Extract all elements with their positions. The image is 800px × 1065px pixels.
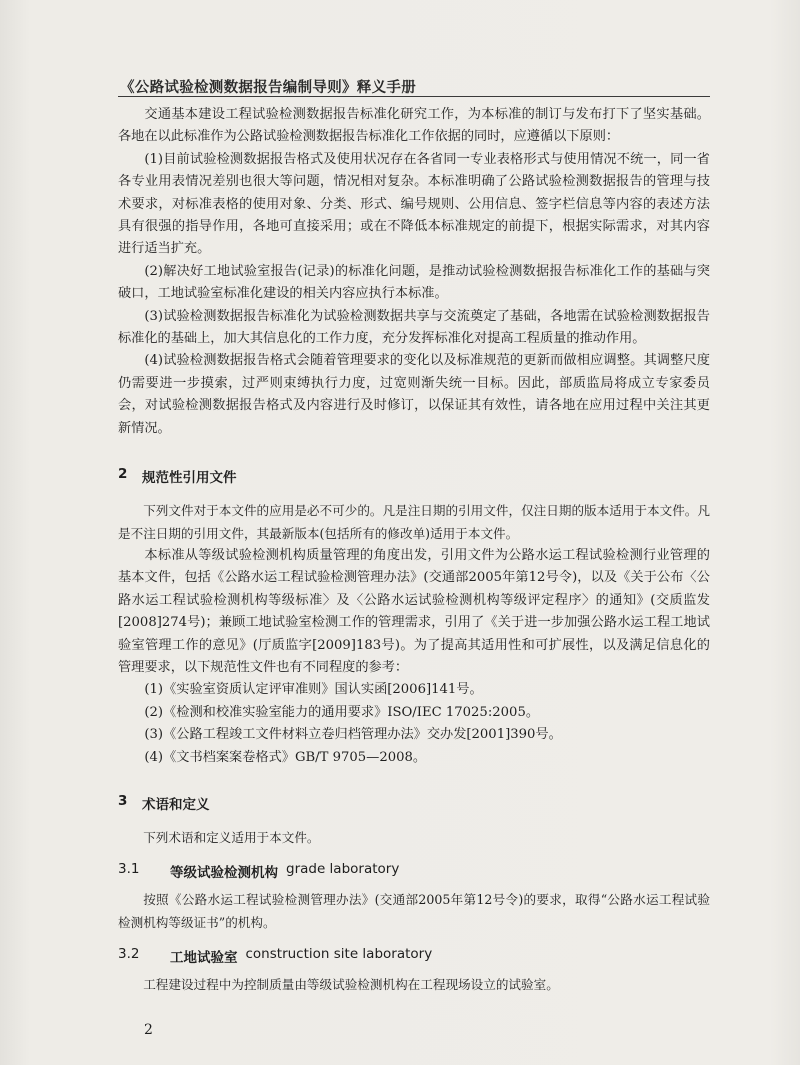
term-3-2-heading — [118, 946, 710, 966]
term-3-2-number: 3.2 — [118, 946, 140, 963]
section-2-explanation: 本标准从等级试验检测机构质量管理的角度出发，引用文件为公路水运工程试验检测行业管理的基本文件，包括《公路水运工程试验检测管理办法》(交通部2005年第12号令)，以及《关于公布〈公路水运工程试验检测机构等级标准〉及〈公路水运试验检测机构等级评定程序〉的通知》(交质监发[2008]274号)；兼顾工地试验室检测工作的管理需求，引用了《关于进一步加强公路水运工程工地试验室管理工作的意见》(厅质监字[2009]183号)。为了提高其适用性和可扩展性，以及满足信息化的管理要求，以下规范性文件也有不同程度的参考： — [118, 547, 710, 675]
page-number: 2 — [144, 1022, 153, 1038]
term-3-1-en: grade laboratory — [286, 861, 400, 878]
term-3-1-block — [118, 889, 710, 934]
intro-paragraph: 交通基本建设工程试验检测数据报告标准化研究工作，为本标准的制订与发布打下了坚实基础。各地在以此标准作为公路试验检测数据报告标准化工作依据的同时，应遵循以下原则： — [118, 107, 710, 145]
section-2-title: 规范性引用文件 — [142, 470, 237, 487]
reference-item-1: (1)《实验室资质认定评审准则》国认实函[2006]141号。 — [144, 682, 483, 698]
section-3-intro-block — [118, 827, 710, 849]
reference-item-2: (2)《检测和校准实验室能力的通用要求》ISO/IEC 17025:2005。 — [144, 704, 540, 720]
principle-item-2: (2)解决好工地试验室报告(记录)的标准化问题，是推动试验检测数据报告标准化工作的基础与突破口，工地试验室标准化建设的相关内容应执行本标准。 — [118, 263, 710, 302]
section-2-standard-text — [118, 500, 710, 545]
term-3-1-number: 3.1 — [118, 861, 140, 878]
section-2-heading — [118, 466, 710, 486]
section-3-heading — [118, 793, 710, 813]
term-3-2-block — [118, 974, 710, 996]
section-3-number: 3 — [118, 792, 128, 809]
term-3-2-definition: 工程建设过程中为控制质量由等级试验检测机构在工程现场设立的试验室。 — [143, 977, 559, 993]
principle-item-1: (1)目前试验检测数据报告格式及使用状况存在各省同一专业表格形式与使用情况不统一，同一省各专业用表情况差别也很大等问题，情况相对复杂。本标准明确了公路试验检测数据报告的管理与技术要求，对标准表格的使用对象、分类、形式、编号规则、公用信息、签字栏信息等内容的表述方法具有很强的指导作用，各地可直接采用；或在不降低本标准规定的前提下，根据实际需求，对其内容进行适当扩充。 — [118, 151, 710, 257]
term-3-2-en: construction site laboratory — [245, 946, 433, 963]
reference-item-4: (4)《文书档案案卷格式》GB/T 9705—2008。 — [144, 749, 427, 765]
reference-item-3: (3)《公路工程竣工文件材料立卷归档管理办法》交办发[2001]390号。 — [144, 727, 562, 743]
principle-item-3: (3)试验检测数据报告标准化为试验检测数据共享与交流奠定了基础，各地需在试验检测数据报告标准化的基础上，加大其信息化的工作力度，充分发挥标准化对提高工程质量的推动作用。 — [118, 308, 710, 347]
principle-item-4: (4)试验检测数据报告格式会随着管理要求的变化以及标准规范的更新而做相应调整。其调整尺度仍需要进一步摸索，过严则束缚执行力度，过宽则渐失统一目标。因此，部质监局将成立专家委员会，对试验检测数据报告格式及内容进行及时修订，以保证其有效性，请各地在应用过程中关注其更新情况。 — [118, 353, 710, 436]
term-3-2-zh: 工地试验室 — [170, 950, 238, 967]
section-2-number: 2 — [118, 466, 128, 483]
section-2-clause: 下列文件对于本文件的应用是必不可少的。凡是注日期的引用文件，仅注日期的版本适用于本文件。凡是不注日期的引用文件，其最新版本(包括所有的修改单)适用于本文件。 — [118, 503, 710, 541]
term-3-1-zh: 等级试验检测机构 — [170, 865, 278, 882]
term-3-1-heading — [118, 861, 710, 881]
header-rule — [118, 96, 710, 97]
section-3-intro: 下列术语和定义适用于本文件。 — [143, 829, 320, 845]
term-3-1-definition: 按照《公路水运工程试验检测管理办法》(交通部2005年第12号令)的要求，取得“公路水运工程试验检测机构等级证书”的机构。 — [118, 892, 710, 930]
section-3-title: 术语和定义 — [142, 796, 210, 813]
page-body — [118, 104, 710, 997]
running-header: 《公路试验检测数据报告编制导则》释义手册 — [120, 80, 416, 96]
